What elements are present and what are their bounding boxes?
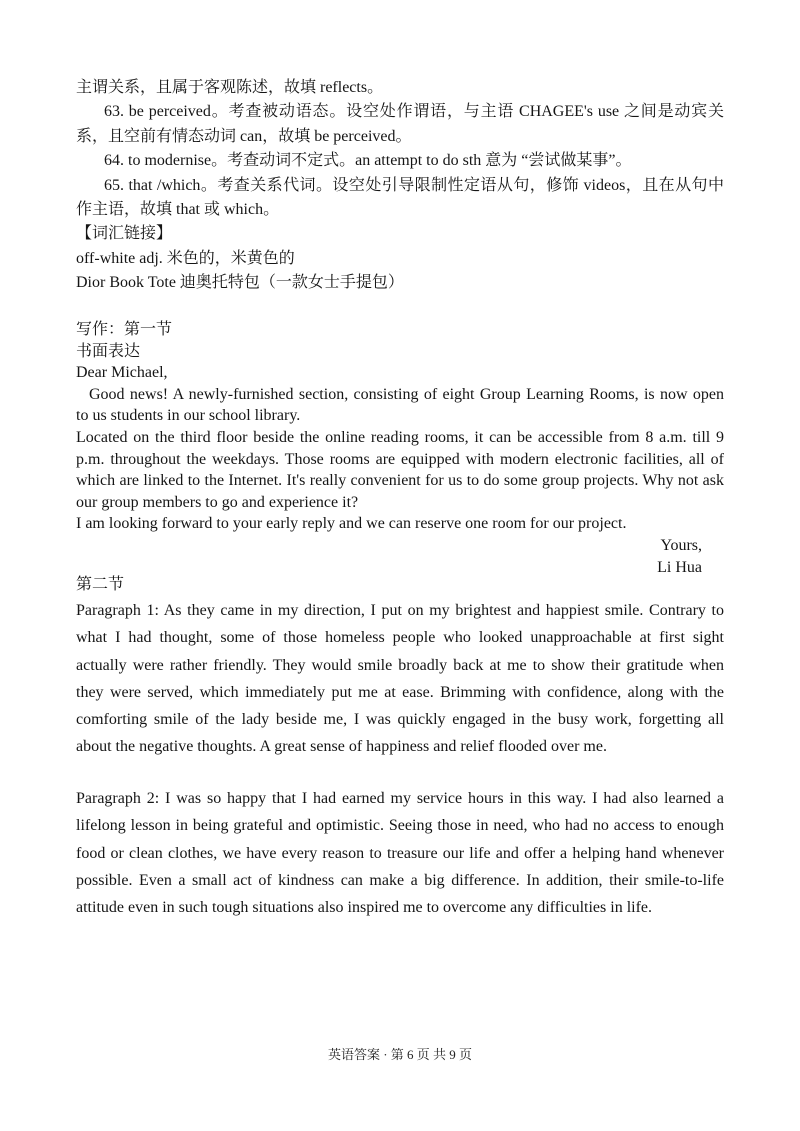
text-line: 【词汇链接】 (76, 225, 173, 243)
paragraph2-section (76, 785, 724, 921)
text-line: about the negative thoughts. A great sense of happiness and relief flooded over me. (76, 738, 607, 756)
text-line: what I had thought, some of those homeless people who looked unapproachable at first sight (76, 629, 724, 647)
text-line: 作主语，故填 that 或 which。 (76, 201, 280, 219)
text-line: lifelong lesson in being grateful and optimistic. Seeing those in need, who had no access to enough (76, 817, 724, 835)
text-line: 64. to modernise。考查动词不定式。an attempt to do sth 意为 “尝试做某事”。 (104, 152, 632, 170)
text-line: I am looking forward to your early reply and we can reserve one room for our project. (76, 515, 627, 533)
text-line: attitude even in such tough situations also inspired me to overcome any difficulties in life. (76, 899, 653, 917)
page-footer: 英语答案 · 第 6 页 共 9 页 (327, 1047, 473, 1062)
text-line: they were served, which immediately put me at ease. Brimming with confidence, along with the (76, 683, 724, 701)
text-line: off-white adj. 米色的，米黄色的 (76, 249, 295, 267)
text-line: Paragraph 2: I was so happy that I had earned my service hours in this way. I had also learned a (76, 790, 724, 807)
text-line: food or clean clothes, we have every reason to treasure our life and offer a helping hand whenever (76, 844, 724, 862)
text-line: to us students in our school library. (76, 407, 301, 425)
paragraph1-section (76, 597, 724, 761)
text-line: 主谓关系，且属于客观陈述，故填 reflects。 (76, 79, 384, 96)
text-line: which are linked to the Internet. It's really convenient for us to do some group projects. Why not ask (76, 472, 724, 490)
writing-part1-section (76, 319, 724, 578)
text-line: Paragraph 1: As they came in my direction, I put on my brightest and happiest smile. Contrary to (76, 602, 724, 619)
text-line: possible. Even a small act of kindness can make a big difference. In addition, their smile-to-life (76, 871, 724, 889)
text-line: Located on the third floor beside the online reading rooms, it can be accessible from 8 a.m. till 9 (76, 428, 724, 446)
text-line: 系，且空前有情态动词 can，故填 be perceived。 (76, 127, 412, 145)
grammar-answers-section (76, 76, 724, 296)
text-line: Yours, (660, 536, 702, 554)
text-line: 写作：第一节 (76, 321, 173, 338)
text-line: Dear Michael, (76, 364, 168, 382)
text-line: comforting smile of the lady beside me, I was quickly engaged in the busy work, forgetting all (76, 711, 724, 729)
text-line: our group members to go and experience it? (76, 493, 359, 511)
text-line: 65. that /which。考查关系代词。设空处引导限制性定语从句，修饰 videos，且在从句中 (104, 176, 724, 194)
text-line: Good news! A newly-furnished section, consisting of eight Group Learning Rooms, is now open (89, 385, 724, 403)
text-line: 63. be perceived。考查被动语态。设空处作谓语，与主语 CHAGEE's use 之间是动宾关 (104, 103, 724, 121)
text-line: actually were rather friendly. They would smile broadly back at me to show their gratitude when (76, 656, 724, 674)
text-line: Li Hua (657, 558, 702, 576)
text-line: 书面表达 (76, 342, 141, 360)
text-line: p.m. throughout the weekdays. Those rooms are equipped with modern electronic facilities, all of (76, 450, 724, 468)
text-line: Dior Book Tote 迪奥托特包（一款女士手提包） (76, 274, 404, 292)
part2-heading: 第二节 (76, 576, 125, 593)
